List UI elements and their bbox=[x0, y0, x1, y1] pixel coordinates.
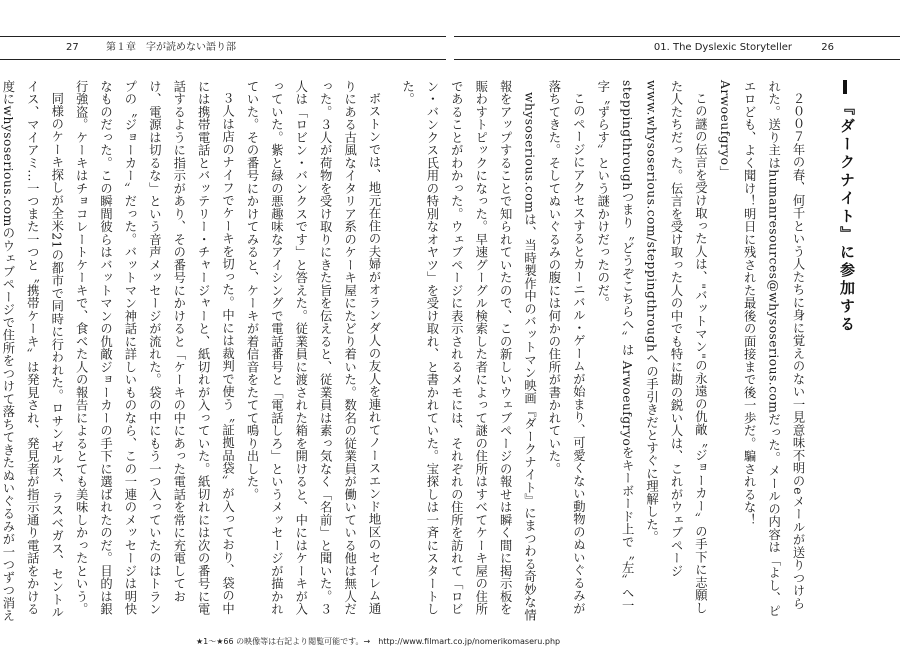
paragraph: ３人は店のナイフでケーキを切った。中には裁判で使う〝証拠品袋〟が入っており、袋の中には携帯電話とバッテリー・チャージャーと、紙切れが入っていた。紙切れには次の番号に電話するように指示があり、その番号にかけると「ケーキの中にあった電話を常に充電しておけ、電源は切るな」という音声メッセージが流れた。袋の中にもう一つ入っていたのはトランプの〝ジョーカー〟だった。バットマン神話に詳しいものなら、この一連のメッセージは明快なものだった。この瞬間彼らはバットマンの仇敵ジョーカーの手下に選ばれたのだ。目的は銀行強盗。ケーキはチョコレートケーキで、食べた人の報告によるとても美味しかったという。 bbox=[74, 80, 235, 616]
paragraph: ２００７年の春、何千という人たちに身に覚えのない一見意味不明のeメールが送りつけられた。送り主はhumanresources@whysoserious.comだった。メールの内容は「よし、ピエロども、よく聞け！明日に残された最後の面接まで後一歩だ。騙されるな！ Arwoeufgryo」 bbox=[717, 80, 805, 618]
left-page-number: 27 bbox=[66, 42, 79, 53]
right-page-header bbox=[454, 36, 900, 60]
right-page-number: 26 bbox=[821, 42, 834, 53]
left-page-header bbox=[0, 36, 446, 60]
paragraph: whysoserious.comは、当時製作中のバットマン映画『ダークナイト』にまつわる奇妙な情報をアップすることで知られていたので、この新しいウェブページの報せは瞬く間に掲示板を賑わすトピックになった。早速グーグル検索した者によって謎の住所はすべてケーキ屋の住所であることがわかった。ウェブページに表示されるメモには、それぞれの住所を訪れて「ロビン・バンクス氏用の特別なオヤツ」を受け取れ、と書かれていた。宝探しは一斉にスタートした。 bbox=[400, 80, 537, 622]
chapter-subtitle: 01. The Dyslexic Storyteller bbox=[653, 42, 792, 53]
paragraph: 同様のケーキ探しが全米21の都市で同時に行われた。ロサンゼルス、ラスベガス、セントルイス、マイアミ…一つまた一つと〝携帯ケーキ〟は発見され、発見者が指示通り電話をかける度にwhysoserious.comのウェブページで住所をつけて落ちてきたぬいぐるみが一つずつ消え bbox=[0, 80, 64, 622]
paragraph: ボストンでは、地元在住の夫婦がオランダ人の友人を連れてノースエンド地区のセイレム通りにある古風なイタリア系のケーキ屋にたどり着いた。数名の従業員が働いている他は無人だった。３人が荷物を受け取りにきた旨を伝えると、従業員は素っ気なく「名前」と聞いた。３人は「ロビン・バンクスです」と答えた。従業員に渡された箱を開けると、中にはケーキが入っていた。紫と緑の悪趣味なアイシングで電話番号と「電話しろ」というメッセージが描かれていた。その番号にかけてみると、ケーキが着信音をたてて鳴り出した。 bbox=[244, 80, 381, 616]
page-gutter bbox=[446, 36, 454, 60]
chapter-title: 第１章 字が読めない語り部 bbox=[106, 42, 236, 53]
section-title bbox=[832, 78, 858, 438]
right-page-body bbox=[400, 80, 810, 622]
left-page-body bbox=[0, 80, 386, 622]
paragraph: この謎の伝言を受け取った人は、"バットマン"の永遠の仇敵〝ジョーカー〟の手下に志願した人たちだった。伝言を受け取った人の中でも特に勘の鋭い人は、これがウェブページwww.whysoserious.com/steppingthroughへの手引きだとすぐに理解した。steppingthroughつまり〝どうぞこちらへ〟は Arwoeufgryoをキーボード上で〝左〟へ一字〝ずらす〟という謎かけだったのだ。 bbox=[595, 80, 708, 615]
paragraph: このページにアクセスするとカーニバル・ゲームが始まり、可愛くない動物のぬいぐるみが落ちてきた。そしてぬいぐるみの腹には何かの住所が書かれていた。 bbox=[546, 80, 586, 616]
section-title-text: 『ダークナイト』に参加する bbox=[838, 100, 856, 334]
footnote: ★1～★66 の映像等は右記より閲覧可能です。→ http://www.filmart.co.jp/nomerikomaseru.php bbox=[196, 637, 561, 646]
